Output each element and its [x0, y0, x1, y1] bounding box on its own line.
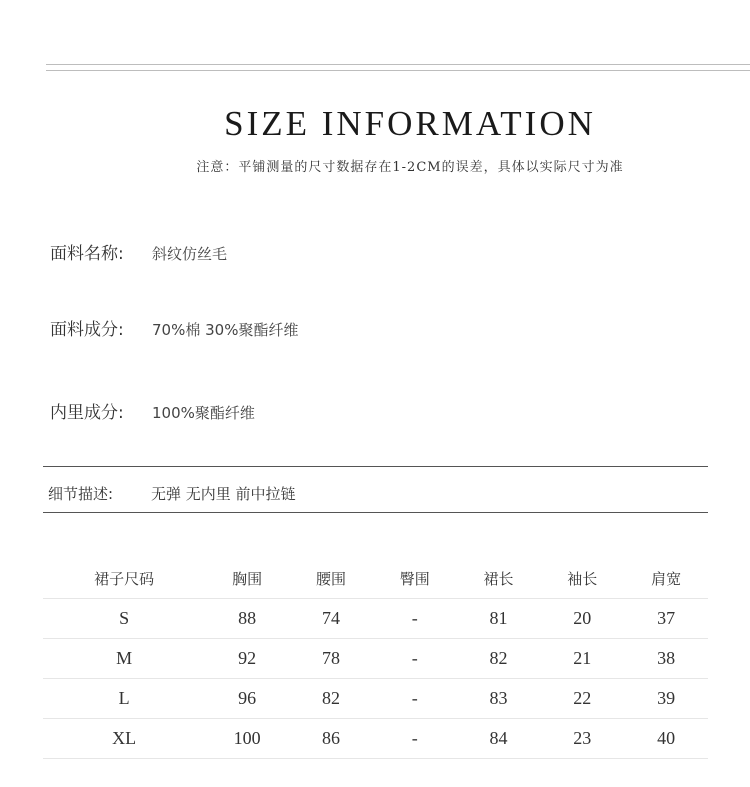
spec-value: 100%聚酯纤维 [152, 404, 255, 422]
table-cell: 22 [540, 679, 624, 719]
table-cell: 88 [205, 599, 289, 639]
table-row [43, 639, 708, 679]
spec-fabric-name [50, 239, 227, 264]
table-header-row [43, 559, 708, 599]
spec-label: 面料成分: [50, 320, 124, 340]
table-cell: 37 [624, 599, 708, 639]
header-cell: 腰围 [289, 559, 373, 599]
table-cell: 39 [624, 679, 708, 719]
spec-label: 面料名称: [50, 244, 124, 264]
table-cell: - [373, 719, 457, 759]
table-cell: 78 [289, 639, 373, 679]
table-cell: 81 [457, 599, 541, 639]
table-cell: 96 [205, 679, 289, 719]
table-row [43, 599, 708, 639]
header-cell: 胸围 [205, 559, 289, 599]
detail-description [48, 483, 296, 504]
table-cell: S [43, 599, 205, 639]
table-row [43, 679, 708, 719]
detail-label: 细节描述: [48, 485, 114, 503]
header-cell: 袖长 [540, 559, 624, 599]
spec-value: 70%棉 30%聚酯纤维 [152, 321, 299, 339]
table-cell: 20 [540, 599, 624, 639]
header-cell: 裙长 [457, 559, 541, 599]
table-cell: 21 [540, 639, 624, 679]
table-cell: 82 [289, 679, 373, 719]
table-cell: 92 [205, 639, 289, 679]
table-cell: M [43, 639, 205, 679]
table-cell: 84 [457, 719, 541, 759]
table-cell: 83 [457, 679, 541, 719]
table-cell: - [373, 679, 457, 719]
spec-fabric-composition [50, 315, 298, 340]
details-top-divider [43, 466, 708, 467]
page-title: SIZE INFORMATION [224, 104, 596, 143]
table-cell: 100 [205, 719, 289, 759]
table-cell: XL [43, 719, 205, 759]
table-cell: 40 [624, 719, 708, 759]
measurement-note: 注意：平铺测量的尺寸数据存在1-2CM的误差，具体以实际尺寸为准 [196, 160, 624, 175]
spec-label: 内里成分: [50, 403, 124, 423]
table-row [43, 719, 708, 759]
table-cell: 82 [457, 639, 541, 679]
table-cell: 86 [289, 719, 373, 759]
table-cell: L [43, 679, 205, 719]
size-table [43, 559, 708, 759]
table-cell: 23 [540, 719, 624, 759]
table-cell: 74 [289, 599, 373, 639]
detail-value: 无弹 无内里 前中拉链 [151, 485, 296, 503]
header-cell: 臀围 [373, 559, 457, 599]
spec-lining-composition [50, 398, 255, 423]
spec-value: 斜纹仿丝毛 [152, 245, 228, 263]
header-cell: 肩宽 [624, 559, 708, 599]
top-divider-1 [46, 64, 750, 65]
table-cell: - [373, 599, 457, 639]
header-cell: 裙子尺码 [43, 559, 205, 599]
table-cell: - [373, 639, 457, 679]
top-divider-2 [46, 70, 750, 71]
details-bottom-divider [43, 512, 708, 513]
table-cell: 38 [624, 639, 708, 679]
